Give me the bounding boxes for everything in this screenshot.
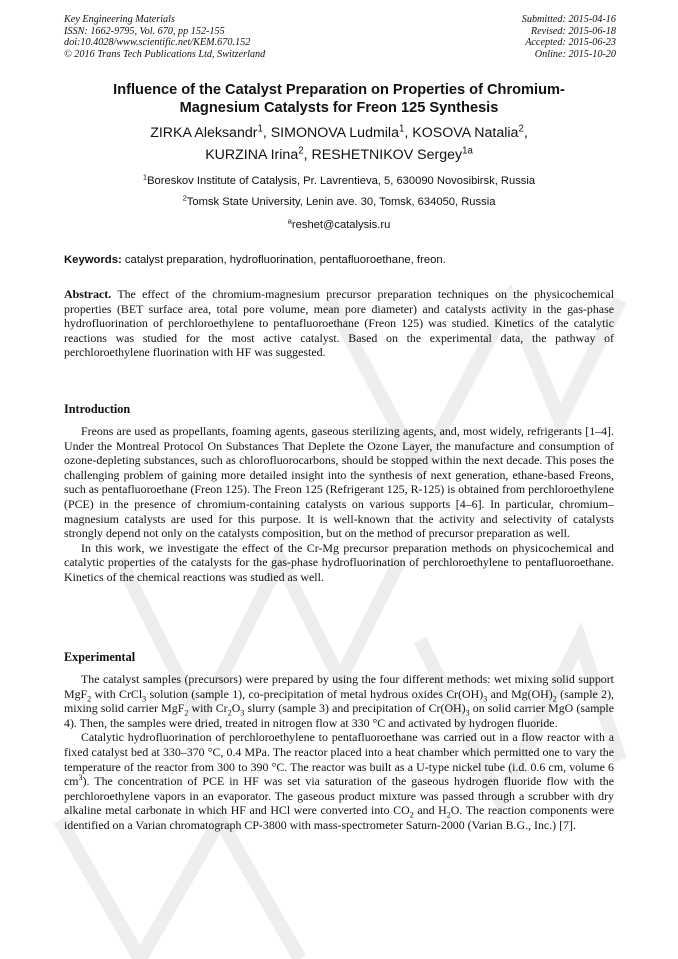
keywords-text: catalyst preparation, hydrofluorination, pentafluoroethane, freon. [121, 254, 446, 266]
publication-dates [522, 14, 616, 60]
text-run: slurry (sample 3) and precipitation of Cr(OH) [244, 701, 466, 716]
text-run: with Cr [188, 701, 228, 716]
experimental-heading: Experimental [64, 650, 136, 664]
introduction-paragraph-1: Freons are used as propellants, foaming agents, gaseous sterilizing agents, and, most widely, refrigerants [1–4]. Under the Montreal Protocol On Substances That Deplete the Ozone Layer, the manufacture and consumption of ozone-depleting substances, such as chlorofluorocarbons, should be stopped within the next decade. This poses the challenging problem of gaining more detailed insight into the synthesis of next generation, ethane-based Freons, such as pentafluoroethane (Freon 125). The Freon 125 (Refrigerant 125, R-125) is obtained from perchloroethylene (PCE) in the presence of chromium-containing catalysts on various supports [4–6]. In particular, chromium–magnesium catalysts are used for this purpose. It is well-known that the activity and selectivity of catalysts strongly depend not only on the catalysts composition, but on the method of precursor preparation as well. [64, 424, 614, 541]
text-run: Catalytic hydrofluorination of perchloroethylene to pentafluoroethane was carried out in a flow reactor with a fixed catalyst bed at 330–370 °C, 0.4 MPa. The reactor placed into a heat chamber which permitted one to vary the temperature of the reactor from 300 to 390 °C. The reactor was built as a U-type nickel tube (i.d. 0.6 cm, volume 6 cm [64, 730, 614, 789]
text-run: (sample 2), mixing solid carrier MgF [64, 686, 615, 716]
keywords [64, 253, 614, 267]
author-list [64, 122, 614, 166]
email-text[interactable]: reshet@catalysis.ru [291, 219, 391, 231]
subscript: 3 [240, 708, 245, 718]
experimental-paragraph-1 [64, 672, 614, 730]
paper-title [64, 81, 614, 117]
experimental-body [64, 672, 614, 833]
subscript: 2 [446, 810, 451, 820]
author-email [64, 218, 614, 232]
affiliation-text: Boreskov Institute of Catalysis, Pr. Lavrentieva, 5, 630090 Novosibirsk, Russia [147, 175, 536, 187]
abstract-label: Abstract. [64, 287, 112, 301]
author-sup: 1 [257, 123, 263, 135]
abstract-paragraph [64, 287, 614, 360]
author-line-1 [64, 122, 614, 144]
journal-copyright: © 2016 Trans Tech Publications Ltd, Switzerland [64, 48, 266, 60]
text-run: solution (sample 1), co-precipitation of metal hydrous oxides Cr(OH) [146, 686, 484, 701]
text-run: and H [413, 803, 447, 818]
journal-name: Key Engineering Materials [64, 14, 175, 25]
keywords-label: Keywords: [64, 254, 122, 266]
date-online: Online: 2015-10-20 [534, 48, 616, 60]
date-submitted: Submitted: 2015-04-16 [521, 14, 616, 25]
author-sup: 2 [518, 123, 524, 135]
author-sup: 1a [462, 145, 473, 157]
subscript: 2 [552, 693, 557, 703]
text-run: O. The reaction components were identified on a Varian chromatograph CP-3800 with mass-spectrometer Saturn-2000 (Varian B.G., Inc.) [7]. [64, 803, 615, 832]
date-revised: Revised: 2015-06-18 [530, 25, 616, 37]
subscript: 2 [409, 810, 414, 820]
author-separator: , [404, 125, 413, 141]
author-name: KOSOVA Natalia [412, 125, 519, 141]
title-line-2: Magnesium Catalysts for Freon 125 Synthesis [179, 100, 499, 116]
date-accepted: Accepted: 2015-06-23 [525, 37, 616, 49]
author-name: ZIRKA Aleksandr [150, 125, 258, 141]
author-name: RESHETNIKOV Sergey [311, 147, 463, 163]
journal-doi: doi:10.4028/www.scientific.net/KEM.670.152 [64, 37, 251, 49]
subscript: 2 [227, 708, 232, 718]
text-run: The catalyst samples (precursors) were prepared by using the four different methods: wet mixing solid support MgF [64, 672, 614, 701]
introduction-paragraph-2: In this work, we investigate the effect of the Cr-Mg precursor preparation methods on physicochemical and catalytic properties of the catalysts for the gas-phase hydrofluorination of perchloroethylene to pentafluoroethane. Kinetics of the chemical reactions was studied as well. [64, 540, 614, 584]
subscript: 2 [184, 708, 189, 718]
text-run: O [231, 701, 241, 716]
text-run: ). The concentration of PCE in HF was set via saturation of the gaseous hydrogen fluoride flow with the perchloroethylene vapors in an evaporator. The gaseous product mixture was passed through a scrubber with dry alkaline metal carbonate in which HF and HCl were converted into CO [64, 774, 614, 818]
author-line-2 [64, 144, 614, 166]
affiliation-1 [64, 174, 614, 188]
text-run: and Mg(OH) [487, 686, 553, 701]
text-run: on solid carrier MgO (sample 4). Then, the samples were dried, treated in nitrogen flow at 330 °C and activated by hydrogen fluoride. [64, 701, 615, 730]
journal-issn: ISSN: 1662-9795, Vol. 670, pp 152-155 [64, 25, 225, 37]
author-name: KURZINA Irina [205, 147, 299, 163]
experimental-paragraph-2 [64, 730, 614, 832]
journal-info [64, 14, 265, 60]
introduction-heading: Introduction [64, 402, 131, 416]
affiliation-text: Tomsk State University, Lenin ave. 30, Tomsk, 634050, Russia [186, 196, 496, 208]
subscript: 3 [465, 708, 470, 718]
superscript: 3 [78, 773, 83, 783]
introduction-body [64, 424, 614, 585]
affiliation-2 [64, 195, 614, 209]
email-sup: a [287, 216, 292, 226]
author-separator: , [262, 125, 271, 141]
abstract [64, 287, 614, 360]
subscript: 3 [483, 693, 488, 703]
subscript: 3 [142, 693, 147, 703]
abstract-text: The effect of the chromium-magnesium precursor preparation techniques on the physicochemical properties (BET surface area, total pore volume, mean pore diameter) and catalysts activity in the gas-phase hydrofluorination of perchloroethylene to pentafluoroethane (Freon 125) was studied. Kinetics of the catalytic reactions was studied for the most active catalyst. Based on the experimental data, the pathway of perchloroethylene fluorination with HF was suggested. [64, 287, 614, 360]
affiliation-sup: 1 [142, 172, 148, 182]
author-name: SIMONOVA Ludmila [270, 125, 399, 141]
author-separator: , [523, 125, 528, 141]
text-run: with CrCl [91, 686, 143, 701]
author-sup: 1 [398, 123, 405, 135]
affiliation-sup: 2 [182, 193, 187, 203]
subscript: 2 [87, 693, 92, 703]
title-line-1: Influence of the Catalyst Preparation on Properties of Chromium- [113, 82, 565, 98]
author-separator: , [303, 147, 312, 163]
author-sup: 2 [298, 145, 304, 157]
